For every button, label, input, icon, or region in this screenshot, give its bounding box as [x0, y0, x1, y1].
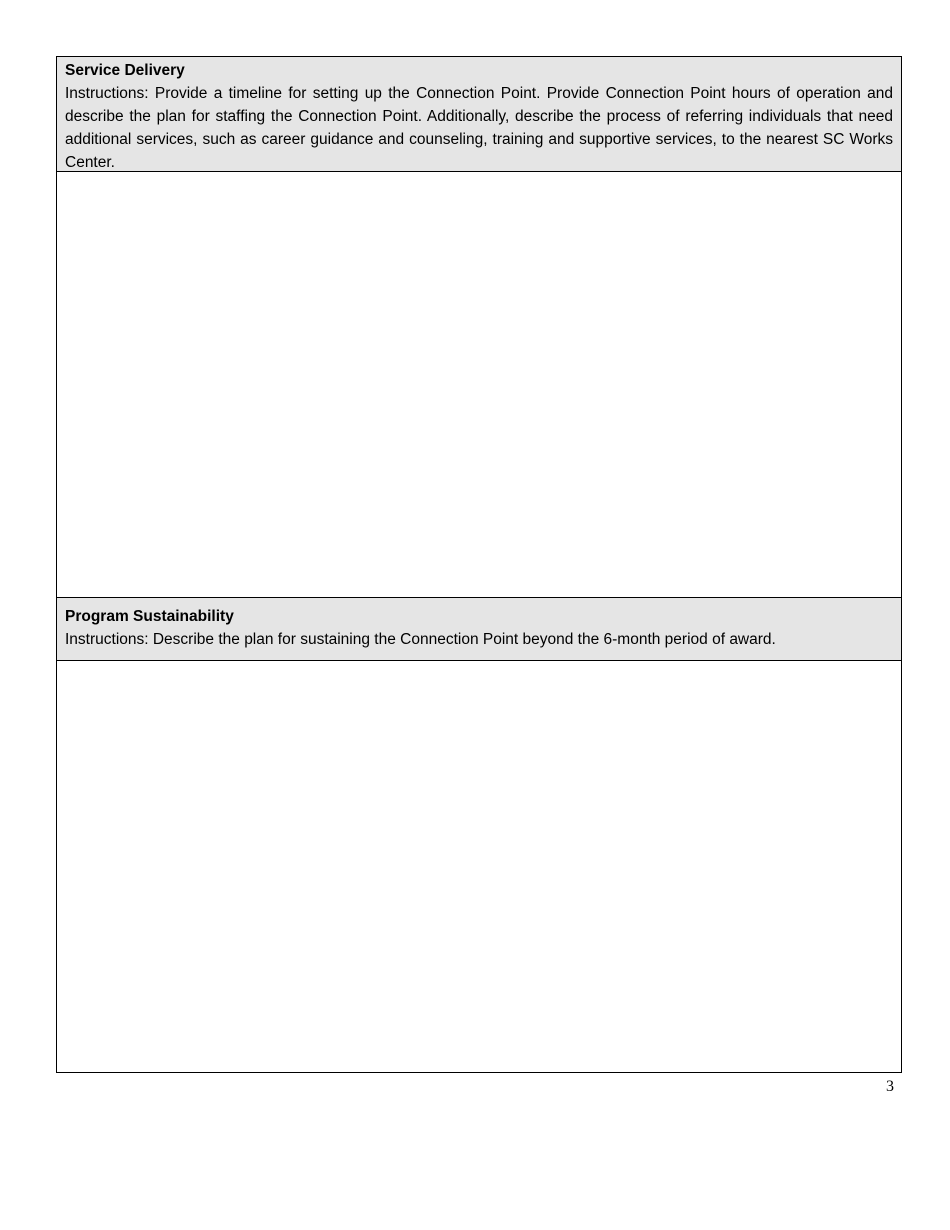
- form-table: [56, 56, 902, 1073]
- page-number: 3: [886, 1078, 894, 1095]
- program-sustainability-response-field[interactable]: [57, 661, 901, 1072]
- section-title: Program Sustainability: [65, 608, 234, 625]
- section-instructions: Instructions: Provide a timeline for setting up the Connection Point. Provide Connection Point hours of operation and describe the plan for staffing the Connection Point. Additionally, describe the process of referring individuals that need additional services, such as career guidance and counseling, training and supportive services, to the nearest SC Works Center.: [65, 85, 893, 171]
- section-title: Service Delivery: [65, 62, 185, 79]
- program-sustainability-header: [57, 598, 901, 661]
- service-delivery-header: [57, 57, 901, 172]
- service-delivery-response-field[interactable]: [57, 172, 901, 598]
- section-instructions: Instructions: Describe the plan for sustaining the Connection Point beyond the 6-month period of award.: [65, 631, 776, 648]
